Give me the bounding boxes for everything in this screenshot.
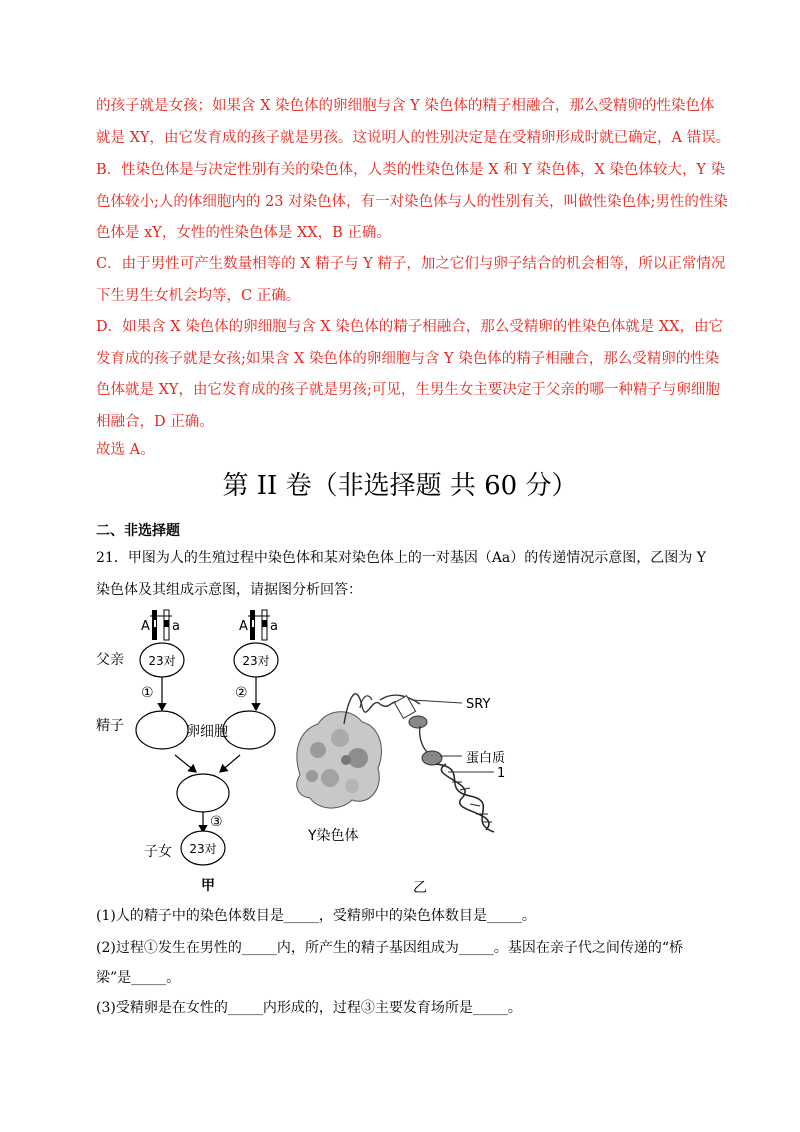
- label-1: 1: [497, 766, 506, 781]
- label-y-chromosome: Y染色体: [308, 828, 359, 844]
- zygote-cell: [177, 774, 229, 812]
- question-stem: 21．甲图为人的生殖过程中染色体和某对染色体上的一对基因（Aa）的传递情况示意图，乙图为 Y: [96, 550, 706, 566]
- answer-line: D．如果含 X 染色体的卵细胞与含 X 染色体的精子相融合，那么受精卵的性染色体就是 XX，由它: [96, 319, 723, 335]
- question-stem: 染色体及其组成示意图，请据图分析回答：: [96, 582, 362, 598]
- answer-line: C．由于男性可产生数量相等的 X 精子与 Y 精子，加之它们与卵子结合的机会相等，所以正常情况: [96, 256, 726, 272]
- caption-yi: 乙: [413, 880, 427, 896]
- gene-a-upper: A: [141, 619, 150, 634]
- chromosome-pair-icon: [248, 610, 270, 640]
- father-pairs: 23对: [148, 654, 176, 668]
- gene-a-lower: a: [270, 619, 278, 634]
- dna-helix-icon: [436, 764, 494, 832]
- label-father: 父亲: [96, 652, 124, 668]
- answer-line: 色体就是 XY，由它发育成的孩子就是男孩;可见，生男生女主要决定于父亲的哪一种精子与卵细胞: [96, 382, 720, 398]
- egg-cell: [223, 711, 275, 749]
- answer-line: 就是 XY，由它发育成的孩子就是男孩。这说明人的性别决定是在受精卵形成时就已确定，A 错误。: [96, 130, 731, 146]
- caption-jia: 甲: [201, 878, 215, 894]
- figure-diagrams: [0, 600, 800, 900]
- answer-line: 色体较小;人的体细胞内的 23 对染色体，有一对染色体与人的性别有关，叫做性染色体;男性的性染: [96, 194, 728, 210]
- step-3-marker: ③: [210, 814, 223, 830]
- answer-line: B．性染色体是与决定性别有关的染色体，人类的性染色体是 X 和 Y 染色体，X 染色体较大，Y 染: [96, 162, 726, 178]
- answer-line: 的孩子就是女孩；如果含 X 染色体的卵细胞与含 Y 染色体的精子相融合，那么受精卵的性染色体: [96, 98, 715, 114]
- diagram-jia: [96, 610, 278, 894]
- sperm-cell: [136, 711, 188, 749]
- label-child: 子女: [144, 844, 172, 860]
- answer-line: 相融合，D 正确。: [96, 414, 214, 430]
- label-sry: SRY: [466, 697, 491, 712]
- sub-question: (2)过程①发生在男性的_____内，所产生的精子基因组成为_____。基因在亲子代之间传递的“桥: [96, 940, 683, 956]
- chromosome-pair-icon: [150, 610, 172, 640]
- answer-line: 故选 A。: [96, 442, 155, 458]
- step-2-marker: ②: [235, 685, 248, 701]
- answer-line: 色体是 xY，女性的性染色体是 XX，B 正确。: [96, 225, 391, 241]
- sub-question: (1)人的精子中的染色体数目是_____，受精卵中的染色体数目是_____。: [96, 908, 536, 924]
- sub-question: (3)受精卵是在女性的_____内形成的，过程③主要发育场所是_____。: [96, 1000, 522, 1016]
- label-protein: 蛋白质: [466, 751, 506, 766]
- section-title: 第 II 卷（非选择题 共 60 分）: [222, 471, 578, 501]
- gene-a-upper: A: [239, 619, 248, 634]
- label-sperm: 精子: [96, 718, 124, 734]
- gene-a-lower: a: [172, 619, 180, 634]
- label-egg: 卵细胞: [186, 724, 228, 740]
- section-heading: 二、非选择题: [96, 523, 180, 539]
- answer-line: 下生男生女机会均等，C 正确。: [96, 288, 301, 304]
- y-chromosome-icon: [297, 712, 382, 808]
- sub-question: 梁”是_____。: [96, 970, 181, 986]
- answer-line: 发育成的孩子就是女孩;如果含 X 染色体的卵细胞与含 Y 染色体的精子相融合，那么受精卵的性染: [96, 351, 720, 367]
- diagram-yi: [297, 694, 505, 896]
- mother-pairs: 23对: [242, 654, 270, 668]
- step-1-marker: ①: [141, 685, 154, 701]
- child-pairs: 23对: [189, 842, 217, 856]
